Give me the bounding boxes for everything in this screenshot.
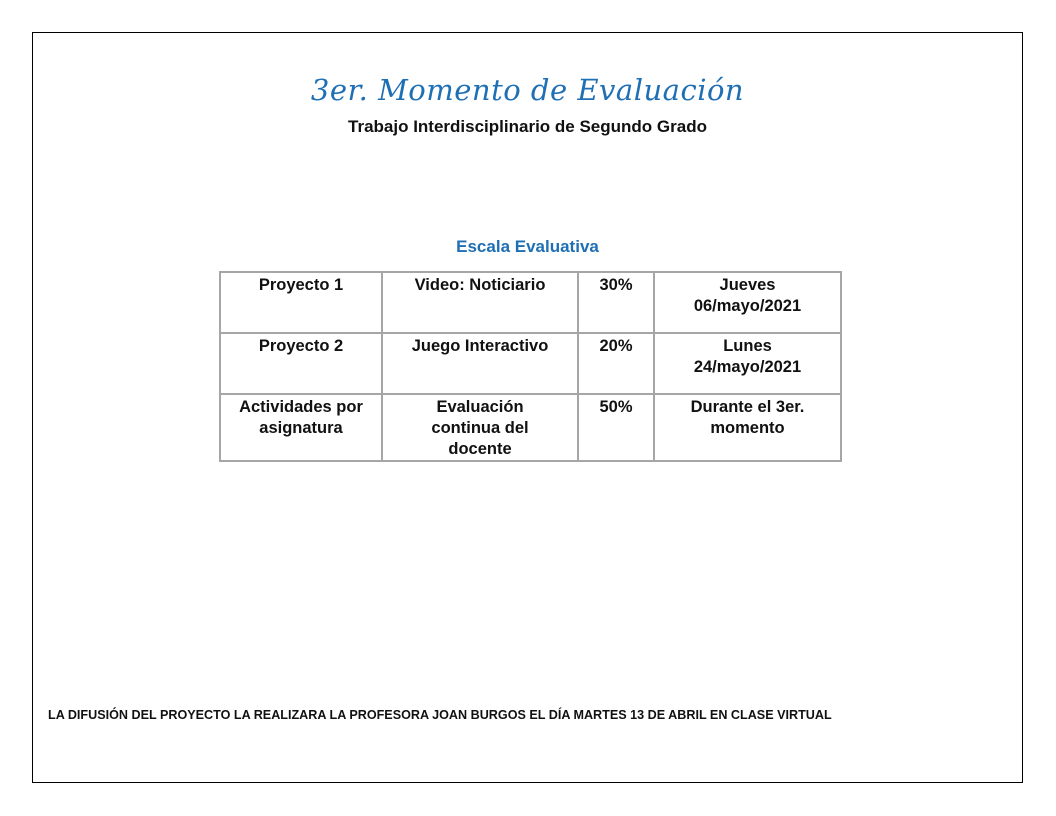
project-name-cell <box>220 333 382 394</box>
table-row <box>220 394 841 461</box>
activity-line3: docente <box>448 440 512 458</box>
date-value: 06/mayo/2021 <box>693 297 802 315</box>
date-line1: Durante el 3er. <box>690 398 805 416</box>
activity-cell <box>382 394 578 461</box>
weight-value: 50% <box>599 398 633 416</box>
activity-line2: continua del <box>431 419 529 437</box>
document-subtitle: Trabajo Interdisciplinario de Segundo Grado <box>348 117 707 136</box>
date-cell <box>654 394 841 461</box>
activity-name: Juego Interactivo <box>411 337 549 355</box>
project-name: Proyecto 1 <box>258 276 344 294</box>
section-heading-escala: Escala Evaluativa <box>456 237 599 256</box>
table-row <box>220 272 841 333</box>
document-page <box>32 32 1023 783</box>
date-cell <box>654 333 841 394</box>
footer-note: LA DIFUSIÓN DEL PROYECTO LA REALIZARA LA PROFESORA JOAN BURGOS EL DÍA MARTES 13 DE ABRIL EN CLASE VIRTUAL <box>48 708 832 722</box>
date-value: 24/mayo/2021 <box>693 358 802 376</box>
activity-cell <box>382 272 578 333</box>
document-title: 3er. Momento de Evaluación <box>310 73 745 107</box>
weight-cell <box>578 394 654 461</box>
date-day: Lunes <box>723 337 772 355</box>
project-name-cell <box>220 394 382 461</box>
weight-cell <box>578 333 654 394</box>
weight-cell <box>578 272 654 333</box>
project-name-line1: Actividades por <box>239 398 363 416</box>
evaluation-scale-table <box>219 271 842 462</box>
activity-line1: Evaluación <box>436 398 524 416</box>
activity-cell <box>382 333 578 394</box>
date-day: Jueves <box>719 276 776 294</box>
weight-value: 30% <box>599 276 633 294</box>
project-name: Proyecto 2 <box>258 337 344 355</box>
project-name-cell <box>220 272 382 333</box>
activity-name: Video: Noticiario <box>414 276 546 294</box>
weight-value: 20% <box>599 337 633 355</box>
table-row <box>220 333 841 394</box>
date-cell <box>654 272 841 333</box>
date-line2: momento <box>710 419 785 437</box>
project-name-line2: asignatura <box>259 419 343 437</box>
